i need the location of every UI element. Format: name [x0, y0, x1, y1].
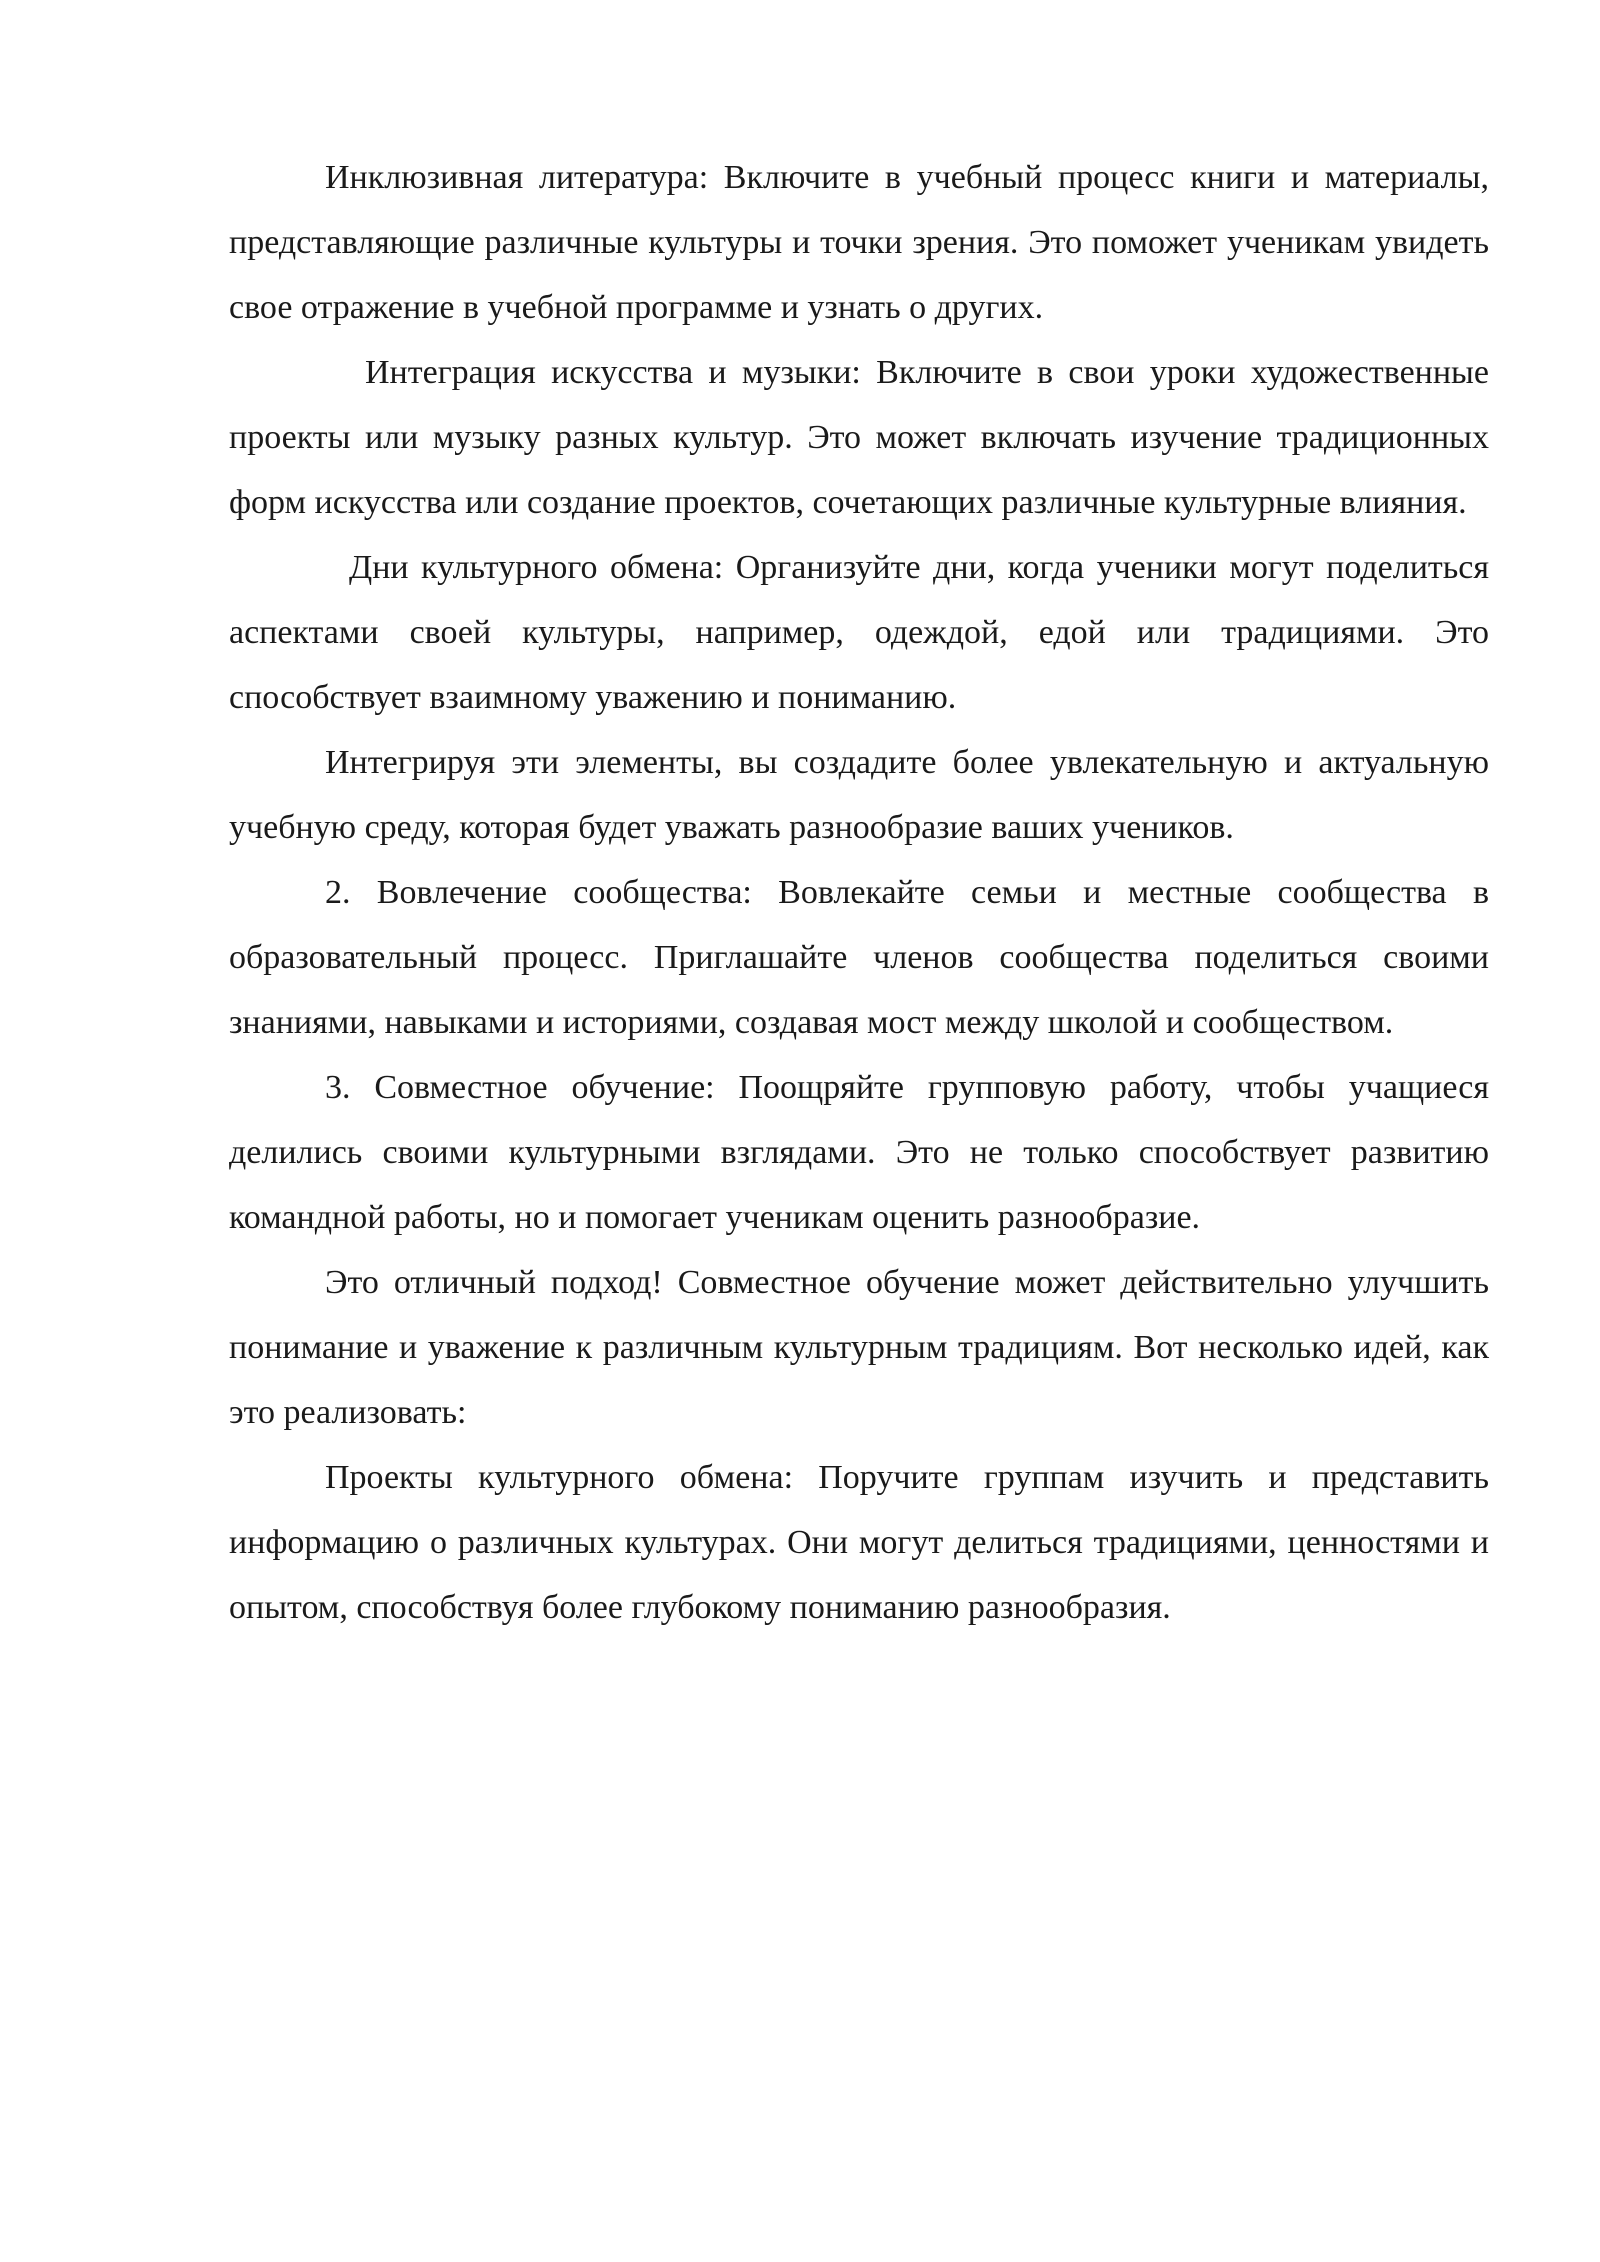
paragraph-collaborative-learning: 3. Совместное обучение: Поощряйте групповую работу, чтобы учащиеся делились своими культурными взглядами. Это не только способствует развитию командной работы, но и помогает ученикам оценить разнообразие.: [229, 1069, 1489, 1236]
paragraph-cultural-exchange-projects: Проекты культурного обмена: Поручите группам изучить и представить информацию о различных культурах. Они могут делиться традициями, ценностями и опытом, способствуя более глубокому пониманию разнообразия.: [229, 1459, 1489, 1626]
document-body: [229, 145, 1489, 1640]
paragraph-cultural-exchange-days: Дни культурного обмена: Организуйте дни, когда ученики могут поделиться аспектами своей культуры, например, одеждой, едой или традициями. Это способствует взаимному уважению и пониманию.: [229, 549, 1489, 716]
paragraph-inclusive-literature: Инклюзивная литература: Включите в учебный процесс книги и материалы, представляющие различные культуры и точки зрения. Это поможет ученикам увидеть свое отражение в учебной программе и узнать о других.: [229, 159, 1489, 326]
paragraph-art-music-integration: Интеграция искусства и музыки: Включите в свои уроки художественные проекты или музыку разных культур. Это может включать изучение традиционных форм искусства или создание проектов, сочетающих различные культурные влияния.: [229, 354, 1489, 521]
paragraph-great-approach: Это отличный подход! Совместное обучение может действительно улучшить понимание и уважение к различным культурным традициям. Вот несколько идей, как это реализовать:: [229, 1264, 1489, 1431]
paragraph-community-involvement: 2. Вовлечение сообщества: Вовлекайте семьи и местные сообщества в образовательный процесс. Приглашайте членов сообщества поделиться своими знаниями, навыками и историями, создавая мост между школой и сообществом.: [229, 874, 1489, 1041]
paragraph-integration-summary: Интегрируя эти элементы, вы создадите более увлекательную и актуальную учебную среду, которая будет уважать разнообразие ваших учеников.: [229, 744, 1489, 846]
